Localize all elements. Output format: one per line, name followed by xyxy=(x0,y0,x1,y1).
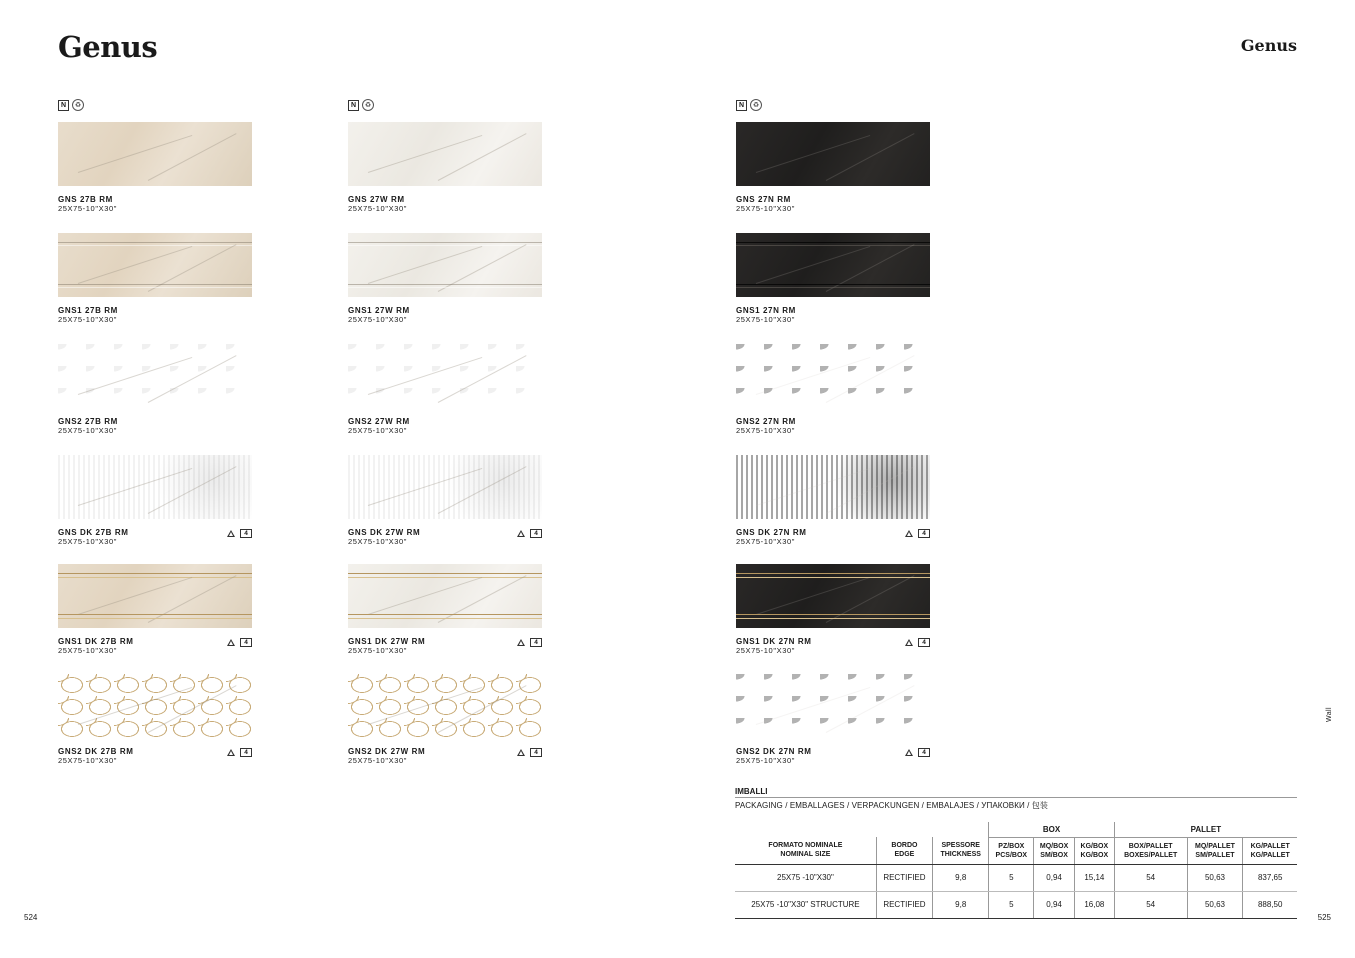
tile-marks xyxy=(905,529,930,538)
tile-swatch-image xyxy=(736,344,930,408)
product-tile[interactable] xyxy=(58,233,252,324)
product-tile[interactable] xyxy=(736,122,930,213)
table-column-header xyxy=(933,837,989,864)
header-line-1: PZ/BOX xyxy=(998,842,1025,850)
marble-vein xyxy=(368,135,482,173)
tile-swatch-image xyxy=(348,455,542,519)
tile-size: 25X75-10"X30" xyxy=(58,426,117,435)
warning-triangle-icon xyxy=(905,639,913,646)
product-tile[interactable] xyxy=(58,344,252,435)
marble-vein xyxy=(826,244,915,292)
marble-vein xyxy=(368,468,482,506)
product-tile[interactable] xyxy=(348,122,542,213)
header-line-2: EDGE xyxy=(894,851,915,859)
tile-swatch-image xyxy=(736,674,930,738)
header-line-2: KG/BOX xyxy=(1080,851,1109,859)
tile-code: GNS DK 27B RM xyxy=(58,528,129,537)
tile-code: GNS DK 27N RM xyxy=(736,528,807,537)
tile-size: 25X75-10"X30" xyxy=(348,315,407,324)
tile-size: 25X75-10"X30" xyxy=(348,646,407,655)
marble-vein xyxy=(368,246,482,284)
recycle-badge-icon: ♻ xyxy=(362,99,374,111)
tile-marks xyxy=(905,638,930,647)
marble-vein xyxy=(78,687,192,725)
tile-size: 25X75-10"X30" xyxy=(348,204,407,213)
table-column-header xyxy=(876,837,932,864)
warning-triangle-icon xyxy=(227,530,235,537)
tile-size: 25X75-10"X30" xyxy=(736,646,795,655)
table-cell: 0,94 xyxy=(1034,891,1075,918)
marble-vein xyxy=(78,135,192,173)
header-line-2: PCS/BOX xyxy=(995,851,1028,859)
header-line-2: THICKNESS xyxy=(940,851,981,859)
table-cell: 25X75 -10"X30" STRUCTURE xyxy=(735,891,876,918)
tile-marks xyxy=(227,529,252,538)
warning-triangle-icon xyxy=(227,749,235,756)
table-cell: 9,8 xyxy=(933,891,989,918)
table-cell: 50,63 xyxy=(1187,891,1243,918)
product-tile[interactable] xyxy=(348,344,542,435)
side-section-label: Wall xyxy=(1326,707,1333,722)
table-cell: 0,94 xyxy=(1034,864,1075,891)
table-cell: RECTIFIED xyxy=(876,864,932,891)
tile-code: GNS 27B RM xyxy=(58,195,113,204)
table-cell: 54 xyxy=(1114,891,1187,918)
n-badge-icon: N xyxy=(348,100,359,111)
marble-vein xyxy=(438,466,527,514)
tile-swatch-image xyxy=(348,564,542,628)
tile-swatch-image xyxy=(58,233,252,297)
packaging-heading: IMBALLI xyxy=(735,787,1297,798)
marble-vein xyxy=(756,687,870,725)
product-tile[interactable] xyxy=(348,233,542,324)
marble-vein xyxy=(148,133,237,181)
table-column-header xyxy=(1187,837,1243,864)
marble-vein xyxy=(148,685,237,733)
table-cell: 50,63 xyxy=(1187,864,1243,891)
header-line-2: SM/BOX xyxy=(1040,851,1068,859)
pieces-per-box-badge: 4 xyxy=(530,748,542,757)
header-line-2: NOMINAL SIZE xyxy=(780,851,831,859)
marble-vein xyxy=(438,133,527,181)
table-cell: 16,08 xyxy=(1074,891,1114,918)
tile-code: GNS2 DK 27B RM xyxy=(58,747,134,756)
pieces-per-box-badge: 4 xyxy=(918,748,930,757)
tile-swatch-image xyxy=(348,233,542,297)
warning-triangle-icon xyxy=(905,530,913,537)
product-tile[interactable] xyxy=(736,344,930,435)
tile-code: GNS2 27B RM xyxy=(58,417,118,426)
warning-triangle-icon xyxy=(517,749,525,756)
table-cell: 15,14 xyxy=(1074,864,1114,891)
product-tile[interactable] xyxy=(736,455,930,546)
pieces-per-box-badge: 4 xyxy=(918,529,930,538)
marble-vein xyxy=(826,466,915,514)
recycle-badge-icon: ♻ xyxy=(750,99,762,111)
tile-size: 25X75-10"X30" xyxy=(58,646,117,655)
pieces-per-box-badge: 4 xyxy=(918,638,930,647)
tile-marks xyxy=(227,748,252,757)
table-cell: 25X75 -10"X30" xyxy=(735,864,876,891)
pieces-per-box-badge: 4 xyxy=(240,748,252,757)
table-cell: 9,8 xyxy=(933,864,989,891)
marble-vein xyxy=(438,685,527,733)
tile-size: 25X75-10"X30" xyxy=(58,537,117,546)
marble-vein xyxy=(438,244,527,292)
tile-size: 25X75-10"X30" xyxy=(736,756,795,765)
product-column xyxy=(736,98,932,765)
marble-vein xyxy=(148,355,237,403)
tile-marks xyxy=(517,638,542,647)
product-tile[interactable] xyxy=(348,564,542,655)
marble-vein xyxy=(78,577,192,615)
product-badges xyxy=(736,98,932,112)
tile-code: GNS1 DK 27N RM xyxy=(736,637,812,646)
header-line-1: KG/PALLET xyxy=(1250,842,1290,850)
page-number-left: 524 xyxy=(24,913,38,922)
table-row xyxy=(735,864,1297,891)
product-tile[interactable] xyxy=(58,455,252,546)
header-line-1: BOX/PALLET xyxy=(1128,842,1173,850)
marble-vein xyxy=(826,575,915,623)
table-column-header xyxy=(735,837,876,864)
warning-triangle-icon xyxy=(517,530,525,537)
header-line-2: BOXES/PALLET xyxy=(1124,851,1178,859)
product-tile[interactable] xyxy=(58,564,252,655)
marble-vein xyxy=(368,577,482,615)
warning-triangle-icon xyxy=(227,639,235,646)
tile-code: GNS1 27B RM xyxy=(58,306,118,315)
box-group-header: BOX xyxy=(989,822,1114,837)
tile-code: GNS2 DK 27N RM xyxy=(736,747,812,756)
header-line-1: MQ/PALLET xyxy=(1195,842,1235,850)
n-badge-icon: N xyxy=(58,100,69,111)
tile-code: GNS1 27N RM xyxy=(736,306,796,315)
tile-size: 25X75-10"X30" xyxy=(736,315,795,324)
packaging-subheading: PACKAGING / EMBALLAGES / VERPACKUNGEN / EMBALAJES / УПАКОВКИ / 包装 xyxy=(735,801,1048,810)
recycle-badge-icon: ♻ xyxy=(72,99,84,111)
header-line-2: KG/PALLET xyxy=(1250,851,1290,859)
marble-vein xyxy=(148,575,237,623)
tile-swatch-image xyxy=(736,455,930,519)
marble-vein xyxy=(756,357,870,395)
pieces-per-box-badge: 4 xyxy=(530,529,542,538)
marble-vein xyxy=(826,685,915,733)
tile-swatch-image xyxy=(58,564,252,628)
tile-code: GNS 27N RM xyxy=(736,195,791,204)
tile-swatch-image xyxy=(58,455,252,519)
tile-marks xyxy=(517,529,542,538)
tile-swatch-image xyxy=(58,122,252,186)
tile-swatch-image xyxy=(736,122,930,186)
table-cell: 888,50 xyxy=(1243,891,1297,918)
product-column xyxy=(348,98,544,765)
page-title-right: Genus xyxy=(1240,36,1297,55)
tile-marks xyxy=(905,748,930,757)
tile-code: GNS2 27W RM xyxy=(348,417,410,426)
tile-size: 25X75-10"X30" xyxy=(58,756,117,765)
marble-vein xyxy=(826,133,915,181)
warning-triangle-icon xyxy=(517,639,525,646)
table-cell: 837,65 xyxy=(1243,864,1297,891)
product-tile[interactable] xyxy=(348,455,542,546)
warning-triangle-icon xyxy=(905,749,913,756)
table-cell: RECTIFIED xyxy=(876,891,932,918)
tile-swatch-image xyxy=(58,674,252,738)
product-tile[interactable] xyxy=(348,674,542,765)
product-badges xyxy=(58,98,254,112)
marble-vein xyxy=(438,355,527,403)
product-badges xyxy=(348,98,544,112)
tile-size: 25X75-10"X30" xyxy=(58,204,117,213)
tile-swatch-image xyxy=(58,344,252,408)
product-tile[interactable] xyxy=(736,674,930,765)
tile-size: 25X75-10"X30" xyxy=(348,537,407,546)
marble-vein xyxy=(756,468,870,506)
tile-size: 25X75-10"X30" xyxy=(348,756,407,765)
tile-size: 25X75-10"X30" xyxy=(348,426,407,435)
tile-size: 25X75-10"X30" xyxy=(58,315,117,324)
table-cell: 5 xyxy=(989,864,1034,891)
marble-vein xyxy=(148,244,237,292)
tile-swatch-image xyxy=(348,122,542,186)
marble-vein xyxy=(826,355,915,403)
marble-vein xyxy=(368,687,482,725)
tile-size: 25X75-10"X30" xyxy=(736,426,795,435)
pallet-group-header: PALLET xyxy=(1114,822,1297,837)
tile-code: GNS2 DK 27W RM xyxy=(348,747,426,756)
table-row xyxy=(735,891,1297,918)
table-column-header xyxy=(1074,837,1114,864)
marble-vein xyxy=(148,466,237,514)
marble-vein xyxy=(78,468,192,506)
marble-vein xyxy=(756,577,870,615)
header-line-1: FORMATO NOMINALE xyxy=(768,842,843,850)
header-line-2: SM/PALLET xyxy=(1195,851,1235,859)
table-column-header xyxy=(1034,837,1075,864)
tile-swatch-image xyxy=(736,233,930,297)
table-column-header xyxy=(1114,837,1187,864)
product-column xyxy=(58,98,254,765)
tile-code: GNS DK 27W RM xyxy=(348,528,421,537)
tile-swatch-image xyxy=(348,344,542,408)
marble-vein xyxy=(78,357,192,395)
tile-code: GNS 27W RM xyxy=(348,195,405,204)
page-title-left: Genus xyxy=(58,30,158,64)
tile-size: 25X75-10"X30" xyxy=(736,537,795,546)
marble-vein xyxy=(756,246,870,284)
page-number-right: 525 xyxy=(1317,913,1331,922)
n-badge-icon: N xyxy=(736,100,747,111)
header-line-1: MQ/BOX xyxy=(1039,842,1069,850)
packaging-section xyxy=(735,787,1297,811)
tile-swatch-image xyxy=(736,564,930,628)
table-column-header xyxy=(1243,837,1297,864)
tile-marks xyxy=(227,638,252,647)
product-tile[interactable] xyxy=(58,122,252,213)
tile-marks xyxy=(517,748,542,757)
marble-vein xyxy=(756,135,870,173)
packaging-table xyxy=(735,822,1297,919)
tile-code: GNS2 27N RM xyxy=(736,417,796,426)
pieces-per-box-badge: 4 xyxy=(530,638,542,647)
tile-code: GNS1 27W RM xyxy=(348,306,410,315)
tile-code: GNS1 DK 27B RM xyxy=(58,637,134,646)
table-cell: 54 xyxy=(1114,864,1187,891)
header-line-1: SPESSORE xyxy=(941,842,980,850)
table-column-header xyxy=(989,837,1034,864)
product-tile[interactable] xyxy=(736,564,930,655)
header-line-1: BORDO xyxy=(891,842,918,850)
product-tile[interactable] xyxy=(736,233,930,324)
marble-vein xyxy=(78,246,192,284)
pieces-per-box-badge: 4 xyxy=(240,638,252,647)
product-tile[interactable] xyxy=(58,674,252,765)
marble-vein xyxy=(368,357,482,395)
tile-code: GNS1 DK 27W RM xyxy=(348,637,426,646)
pieces-per-box-badge: 4 xyxy=(240,529,252,538)
tile-swatch-image xyxy=(348,674,542,738)
header-line-1: KG/BOX xyxy=(1080,842,1109,850)
tile-size: 25X75-10"X30" xyxy=(736,204,795,213)
marble-vein xyxy=(438,575,527,623)
table-cell: 5 xyxy=(989,891,1034,918)
